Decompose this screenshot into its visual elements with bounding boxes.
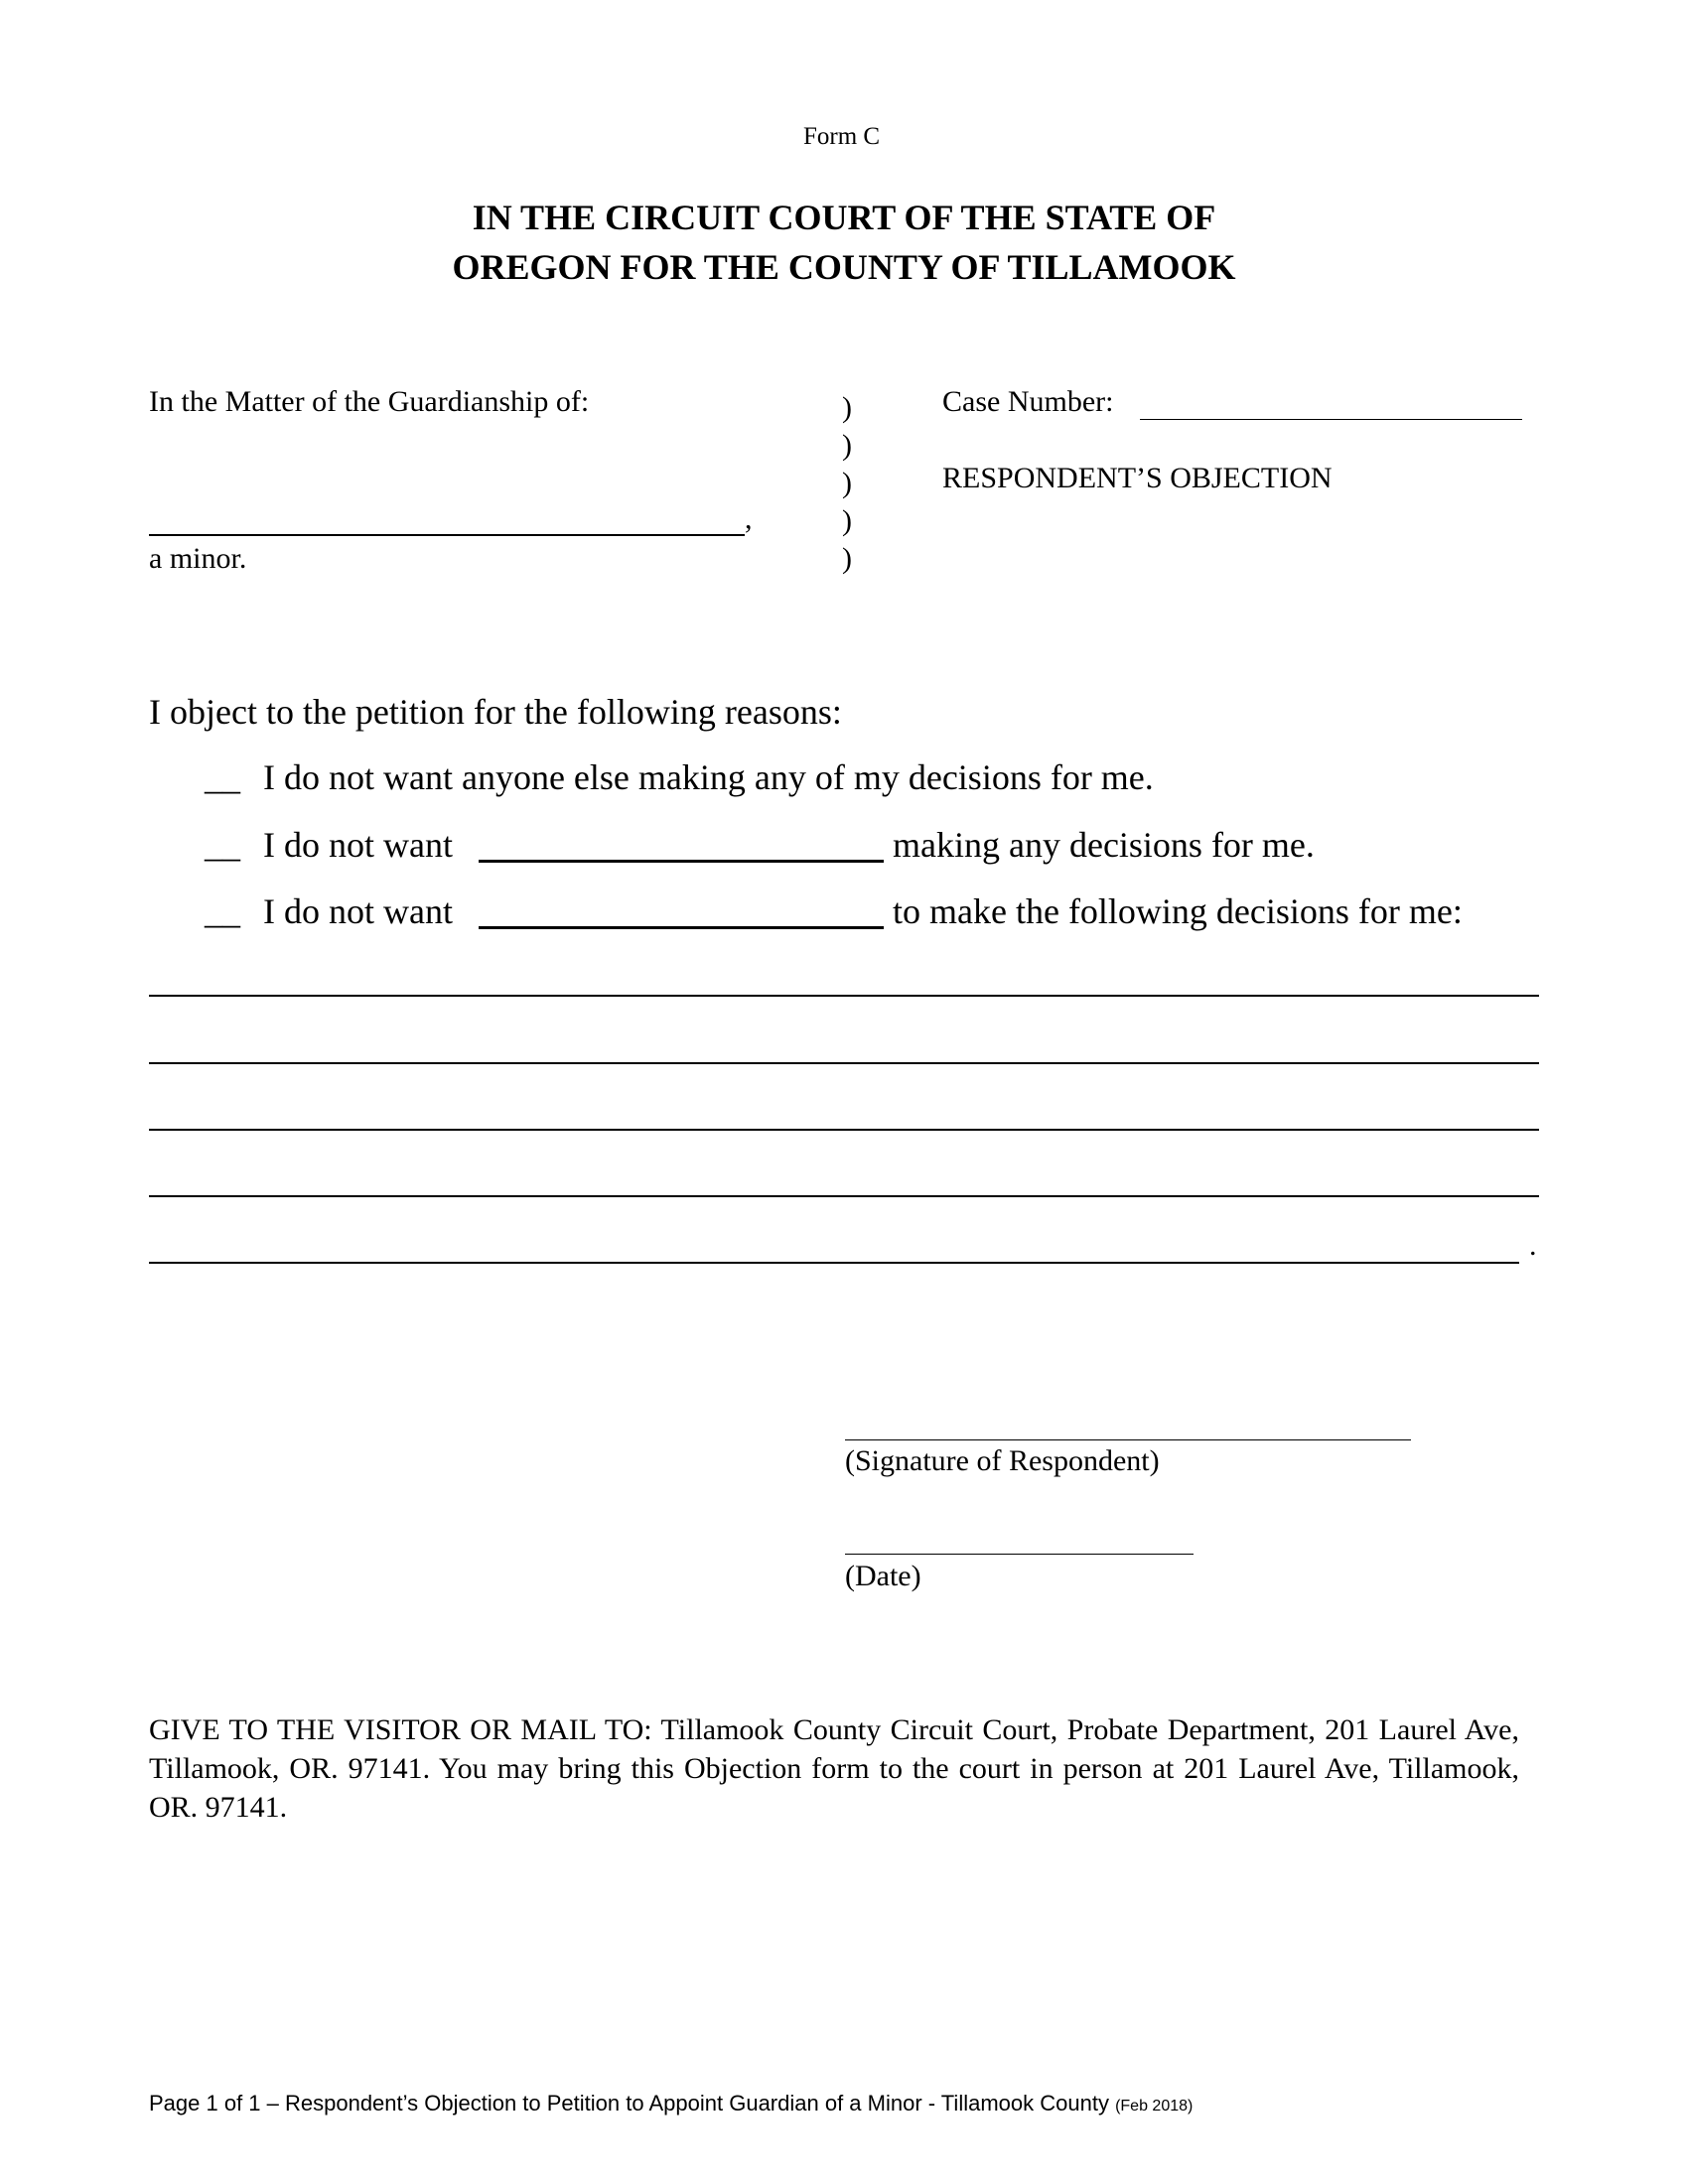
checkbox-option-3[interactable]: __ xyxy=(205,891,240,931)
minor-name-line[interactable] xyxy=(149,534,745,536)
court-title xyxy=(0,193,1688,292)
court-title-line-2: OREGON FOR THE COUNTY OF TILLAMOOK xyxy=(452,247,1236,287)
court-title-line-1: IN THE CIRCUIT COURT OF THE STATE OF xyxy=(472,198,1216,237)
checkbox-option-1[interactable]: __ xyxy=(205,757,240,797)
objection-intro: I object to the petition for the following reasons: xyxy=(149,692,842,732)
paren-4: ) xyxy=(842,504,852,537)
paren-3: ) xyxy=(842,467,852,499)
minor-label: a minor. xyxy=(149,542,247,575)
signature-line[interactable] xyxy=(845,1439,1411,1440)
page-footer xyxy=(149,2091,1193,2116)
decision-line-1[interactable] xyxy=(149,995,1539,997)
caption-divider xyxy=(842,389,852,578)
case-number-label: Case Number: xyxy=(942,385,1114,418)
footer-date: (Feb 2018) xyxy=(1115,2098,1194,2115)
option-3-prefix: I do not want xyxy=(263,891,453,931)
mailing-instructions: GIVE TO THE VISITOR OR MAIL TO: Tillamook County Circuit Court, Probate Department, 201 Laurel Ave, Tillamook, OR. 97141. You may bring this Objection form to the court in person at 201 Laurel Ave, Tillamook, OR. 97141. xyxy=(149,1713,1519,1824)
checkbox-option-2[interactable]: __ xyxy=(205,825,240,865)
decision-line-2[interactable] xyxy=(149,1062,1539,1064)
signature-label: (Signature of Respondent) xyxy=(845,1444,1160,1477)
name-comma: , xyxy=(745,502,753,535)
option-2-suffix: making any decisions for me. xyxy=(893,825,1315,865)
date-line[interactable] xyxy=(845,1554,1194,1555)
option-3-suffix: to make the following decisions for me: xyxy=(893,891,1463,931)
decision-line-4[interactable] xyxy=(149,1195,1539,1197)
option-3-name-line[interactable] xyxy=(479,926,884,929)
paren-5: ) xyxy=(842,542,852,575)
decision-line-5[interactable] xyxy=(149,1262,1519,1264)
document-title: RESPONDENT’S OBJECTION xyxy=(942,462,1333,494)
matter-label: In the Matter of the Guardianship of: xyxy=(149,385,590,418)
decision-line-3[interactable] xyxy=(149,1129,1539,1131)
final-period: . xyxy=(1529,1229,1537,1262)
paren-2: ) xyxy=(842,429,852,462)
date-label: (Date) xyxy=(845,1560,921,1592)
footer-text: Page 1 of 1 – Respondent’s Objection to Petition to Appoint Guardian of a Minor - Tillamook County xyxy=(149,2091,1109,2116)
option-2-name-line[interactable] xyxy=(479,860,884,863)
option-2-prefix: I do not want xyxy=(263,825,453,865)
case-number-line[interactable] xyxy=(1140,419,1522,420)
option-1-text: I do not want anyone else making any of my decisions for me. xyxy=(263,757,1154,797)
form-label: Form C xyxy=(803,123,881,150)
paren-1: ) xyxy=(842,391,852,424)
